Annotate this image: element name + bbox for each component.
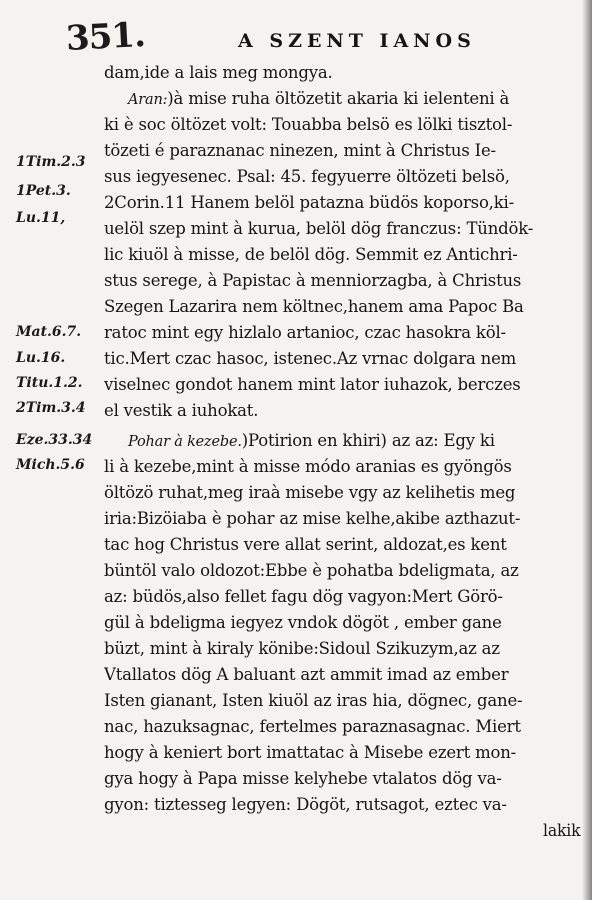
text-line: ratoc mint egy hizlalo artanioc, czac hasokra köl- [104,323,506,342]
text-line: stus serege, à Papistac à menniorzagba, à Christus [104,271,522,290]
text-line: nac, hazuksagnac, fertelmes paraznasagnac. Miert [104,717,521,736]
lemma: Pohar à kezebe. [128,434,242,450]
lemma: Aran: [128,92,168,108]
text-line: tic.Mert czac hasoc, istenec.Az vrnac dolgara nem [104,349,517,368]
text-line: az: büdös,also fellet fagu dög vagyon:Mert Görö- [104,587,503,606]
margin-note: Mat.6.7. [16,324,82,340]
text-line: gül à bdeligma iegyez vndok dögöt , ember gane [104,613,502,632]
text-line: li à kezebe,mint à misse módo aranias es gyöngös [104,457,512,476]
line-text: )à mise ruha öltözetit akaria ki ielenteni à [167,89,510,108]
text-line: gya hogy à Papa misse kelyhebe vtalatos dög va- [104,769,502,788]
text-line: büzt, mint à kiraly könibe:Sidoul Szikuzym,az az [104,639,500,658]
margin-note: Mich.5.6 [16,457,85,473]
text-line: lic kiuöl à misse, de belöl dög. Semmit ez Antichri- [104,245,518,264]
text-line: Vtallatos dög A baluant azt ammit imad az ember [104,665,509,684]
text-line [128,428,495,455]
line-text: )Potirion en khiri) az az: Egy ki [241,431,495,450]
gutter-shadow [582,0,592,900]
text-line: iria:Bizöiaba è pohar az mise kelhe,akibe azthazut- [104,509,521,528]
margin-note: Eze.33.34 [16,432,93,448]
text-line: tözeti é paraznanac ninezen, mint à Christus Ie- [104,141,496,160]
text-line: Isten gianant, Isten kiuöl az iras hia, dögnec, gane- [104,691,523,710]
margin-note: 1Tim.2.3 [16,154,86,170]
margin-note: Titu.1.2. [16,375,83,391]
text-line: gyon: tiztesseg legyen: Dögöt, rutsagot, eztec va- [104,795,507,814]
page-number: 351. [65,14,146,60]
running-head: A SZENT IANOS [238,30,476,52]
text-line: viselnec gondot hanem mint lator iuhazok, berczes [104,375,521,394]
margin-note: 1Pet.3. [16,183,71,199]
text-line: el vestik a iuhokat. [104,401,259,420]
text-line: 2Corin.11 Hanem belöl patazna büdös koporso,ki- [104,193,514,212]
margin-note: Lu.11, [16,210,66,226]
text-line: tac hog Christus vere allat serint, aldozat,es kent [104,535,507,554]
text-line: hogy à keniert bort imattatac à Misebe ezert mon- [104,743,517,762]
margin-note: 2Tim.3.4 [16,400,86,416]
text-line: lakik [542,821,580,840]
body-text [104,60,582,880]
text-line: dam,ide a lais meg mongya. [104,63,333,82]
text-line: öltözö ruhat,meg iraà misebe vgy az kelihetis meg [104,483,516,502]
margin-notes [0,0,112,900]
margin-note: Lu.16. [16,350,66,366]
text-line: sus iegyesenec. Psal: 45. fegyuerre öltözeti belsö, [104,167,510,186]
text-line: ki è soc öltözet volt: Touabba belsö es lölki tisztol- [104,115,513,134]
text-line: büntöl valo oldozot:Ebbe è pohatba bdeligmata, az [104,561,519,580]
text-line: Szegen Lazarira nem költnec,hanem ama Papoc Ba [104,297,524,316]
text-line: uelöl szep mint à kurua, belöl dög franczus: Tündök- [104,219,534,238]
text-line [128,86,509,113]
